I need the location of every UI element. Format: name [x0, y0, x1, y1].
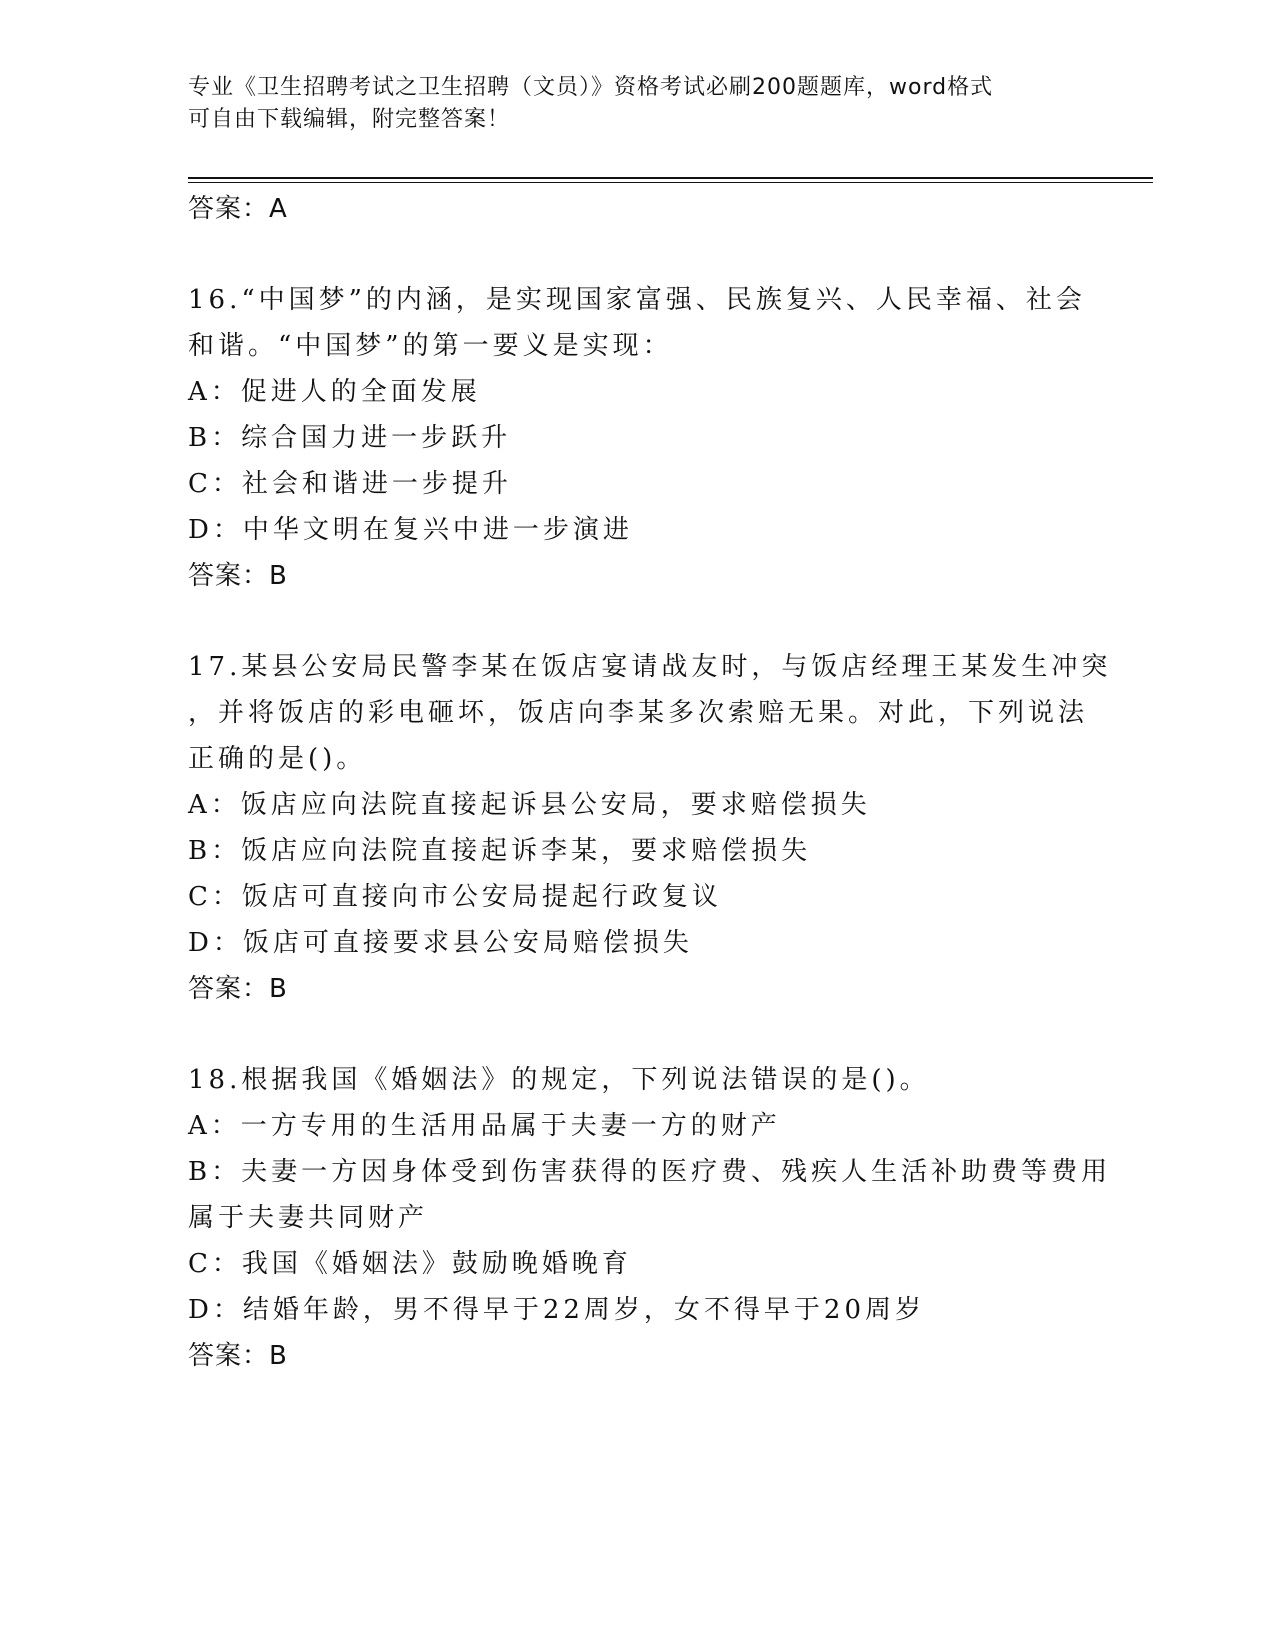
stem-line: 正确的是()。 [188, 744, 367, 774]
option-d: D：中华文明在复兴中进一步演进 [188, 515, 633, 545]
option-b-continued: 属于夫妻共同财产 [188, 1203, 429, 1233]
option-c: C：我国《婚姻法》鼓励晚婚晚育 [188, 1249, 632, 1279]
option-b: B：综合国力进一步跃升 [188, 423, 512, 453]
question-16 [188, 277, 1088, 599]
option-b: B：饭店应向法院直接起诉李某，要求赔偿损失 [188, 836, 812, 866]
spacer [188, 232, 1088, 277]
option-d: D：饭店可直接要求县公安局赔偿损失 [188, 928, 693, 958]
option-a: A：促进人的全面发展 [188, 377, 481, 407]
document-header [188, 72, 1068, 136]
question-17 [188, 644, 1112, 1012]
option-d: D：结婚年龄，男不得早于22周岁，女不得早于20周岁 [188, 1295, 926, 1325]
question-list [188, 186, 1112, 1379]
stem-line: ，并将饭店的彩电砸坏，饭店向李某多次索赔无果。对此，下列说法 [188, 698, 1089, 728]
header-line-1: 专业《卫生招聘考试之卫生招聘（文员）》资格考试必刷200题题库，word格式 [188, 75, 994, 100]
header-divider-thick [188, 177, 1153, 179]
question-stem [188, 1057, 1088, 1103]
option-c: C：社会和谐进一步提升 [188, 469, 512, 499]
stem-line: 和谐。“中国梦”的第一要义是实现： [188, 331, 673, 361]
option-a: A：一方专用的生活用品属于夫妻一方的财产 [188, 1111, 781, 1141]
answer-line: 答案：B [188, 974, 288, 1004]
option-b: B：夫妻一方因身体受到伤害获得的医疗费、残疾人生活补助费等费用 [188, 1157, 1112, 1187]
question-stem [188, 277, 1088, 369]
answer-line: 答案：B [188, 1341, 288, 1371]
stem-line: 17.某县公安局民警李某在饭店宴请战友时，与饭店经理王某发生冲突 [188, 652, 1112, 682]
answer-line: 答案：B [188, 561, 288, 591]
spacer [188, 599, 1088, 644]
option-c: C：饭店可直接向市公安局提起行政复议 [188, 882, 722, 912]
answer-line: 答案：A [188, 194, 288, 224]
stem-line: 16.“中国梦”的内涵，是实现国家富强、民族复兴、人民幸福、社会 [188, 285, 1086, 315]
header-divider-thin [188, 182, 1153, 183]
question-stem [188, 644, 1112, 782]
question-18 [188, 1057, 1112, 1379]
header-line-2: 可自由下载编辑，附完整答案！ [188, 107, 511, 132]
spacer [188, 1012, 1088, 1057]
stem-line: 18.根据我国《婚姻法》的规定，下列说法错误的是()。 [188, 1065, 930, 1095]
option-a: A：饭店应向法院直接起诉县公安局，要求赔偿损失 [188, 790, 871, 820]
